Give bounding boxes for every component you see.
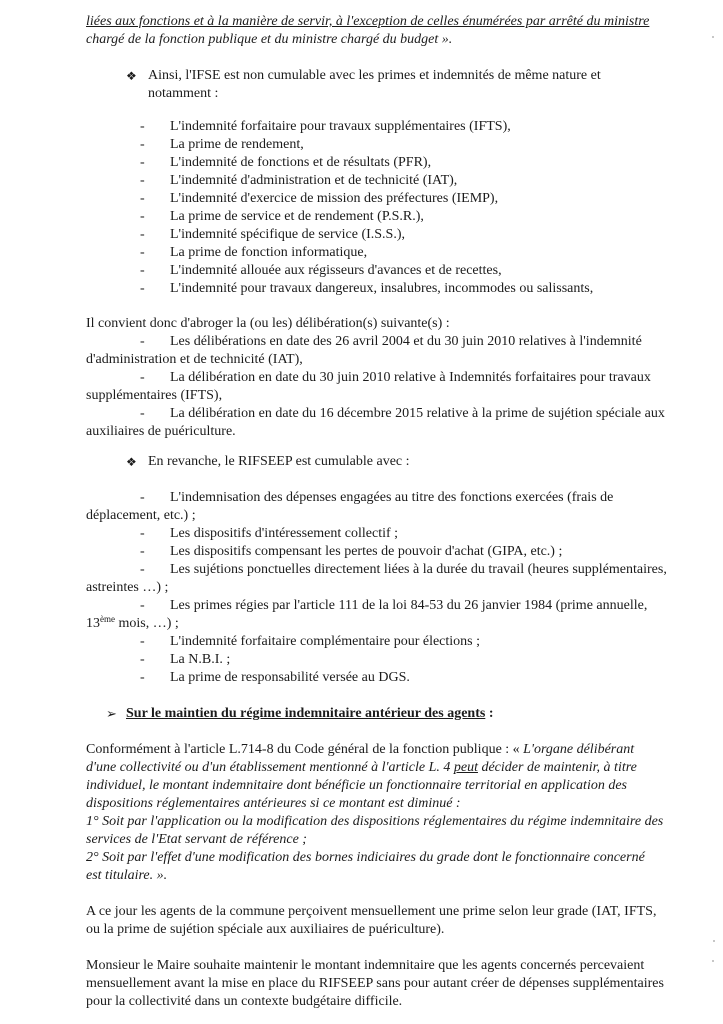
intro-line-2: chargé de la fonction publique et du ministre chargé du budget ». [86,32,453,47]
dash-bullet: - [140,281,145,296]
dash-bullet: - [140,370,145,385]
cumul-intro: En revanche, le RIFSEEP est cumulable avec : [148,454,410,469]
dash-bullet: - [140,670,145,685]
dash-bullet: - [140,137,145,152]
article-line-1-plain: Conformément à l'article L.714-8 du Code général de la fonction publique : « [86,742,524,757]
article-line-6: services de l'Etat servant de référence ; [86,832,307,847]
section-heading [126,705,494,722]
abrogation-item-3-line-1: La délibération en date du 16 décembre 2015 relative à la prime de sujétion spéciale aux [170,406,665,421]
scan-speck [712,960,714,962]
article-line-2-b: décider de maintenir, à titre [477,760,637,775]
dash-bullet: - [140,155,145,170]
list-item-text: L'indemnité forfaitaire pour travaux supplémentaires (IFTS), [170,119,511,134]
dash-bullet: - [140,544,145,559]
abrogation-item-1-line-2: d'administration et de technicité (IAT), [86,352,303,367]
article-line-2 [86,759,637,776]
diamond-bullet-icon: ❖ [126,455,137,469]
maire-line-3: pour la collectivité dans un contexte budgétaire difficile. [86,994,403,1009]
section-heading-colon: : [485,706,494,721]
cumul-item-1-line-2: déplacement, etc.) ; [86,508,196,523]
dash-bullet: - [140,119,145,134]
dash-bullet: - [140,406,145,421]
article-line-5: 1° Soit par l'application ou la modification des dispositions réglementaires du régime indemnitaire des [86,814,664,829]
non-cumul-line-1: Ainsi, l'IFSE est non cumulable avec les primes et indemnités de même nature et [148,68,601,83]
scan-speck [712,36,714,38]
dash-bullet: - [140,526,145,541]
cumul-item-5-line-2 [86,615,179,632]
cumul-item-7: La N.B.I. ; [170,652,231,667]
dash-bullet: - [140,227,145,242]
diamond-bullet-icon: ❖ [126,69,137,83]
list-item-text: L'indemnité spécifique de service (I.S.S.), [170,227,406,242]
article-line-2-a: d'une collectivité ou d'un établissement mentionné à l'article L. 4 [86,760,454,775]
dash-bullet: - [140,191,145,206]
dash-bullet: - [140,245,145,260]
list-item-text: L'indemnité d'exercice de mission des préfectures (IEMP), [170,191,499,206]
cumul-item-4-line-1: Les sujétions ponctuelles directement liées à la durée du travail (heures supplémentaires, [170,562,667,577]
list-item-text: L'indemnité pour travaux dangereux, insalubres, incommodes ou salissants, [170,281,594,296]
cumul-item-4-line-2: astreintes …) ; [86,580,169,595]
maire-line-2: mensuellement avant la mise en place du RIFSEEP sans pour autant créer de dépenses supplémentaires [86,976,664,991]
ordinal-rest: mois, …) ; [115,616,179,631]
ordinal-number: 13 [86,616,100,631]
cumul-item-1-line-1: L'indemnisation des dépenses engagées au titre des fonctions exercées (frais de [170,490,614,505]
arrow-bullet-icon: ➢ [106,706,117,721]
cumul-item-6: L'indemnité forfaitaire complémentaire pour élections ; [170,634,481,649]
abrogation-item-2-line-1: La délibération en date du 30 juin 2010 relative à Indemnités forfaitaires pour travaux [170,370,651,385]
list-item-text: La prime de fonction informatique, [170,245,368,260]
article-line-8: est titulaire. ». [86,868,168,883]
intro-line-1: liées aux fonctions et à la manière de servir, à l'exception de celles énumérées par arrêté du ministre [86,14,650,29]
abrogation-item-2-line-2: supplémentaires (IFTS), [86,388,223,403]
scan-speck [713,940,715,942]
list-item-text: La prime de service et de rendement (P.S.R.), [170,209,424,224]
ordinal-suffix: ème [100,614,115,624]
dash-bullet: - [140,490,145,505]
article-line-1-italic: L'organe délibérant [523,742,635,757]
cumul-item-3: Les dispositifs compensant les pertes de pouvoir d'achat (GIPA, etc.) ; [170,544,563,559]
section-heading-text: Sur le maintien du régime indemnitaire antérieur des agents [126,706,486,721]
article-line-4: dispositions réglementaires antérieures si ce montant est diminué : [86,796,461,811]
maire-line-1: Monsieur le Maire souhaite maintenir le montant indemnitaire que les agents concernés percevaient [86,958,645,973]
dash-bullet: - [140,173,145,188]
list-item-text: L'indemnité allouée aux régisseurs d'avances et de recettes, [170,263,502,278]
list-item-text: L'indemnité d'administration et de technicité (IAT), [170,173,458,188]
non-cumul-line-2: notamment : [148,86,219,101]
dash-bullet: - [140,263,145,278]
dash-bullet: - [140,209,145,224]
article-line-7: 2° Soit par l'effet d'une modification des bornes indiciaires du grade dont le fonctionnaire concerné [86,850,645,865]
cumul-item-8: La prime de responsabilité versée au DGS. [170,670,410,685]
cumul-item-5-line-1: Les primes régies par l'article 111 de la loi 84-53 du 26 janvier 1984 (prime annuelle, [170,598,648,613]
dash-bullet: - [140,598,145,613]
dash-bullet: - [140,652,145,667]
article-line-1 [86,741,634,758]
article-line-3: individuel, le montant indemnitaire dont bénéficie un fonctionnaire territorial en application des [86,778,627,793]
dash-bullet: - [140,562,145,577]
article-line-2-underlined: peut [453,760,478,775]
agents-line-2: ou la prime de sujétion spéciale aux auxiliaires de puériculture). [86,922,445,937]
dash-bullet: - [140,634,145,649]
dash-bullet: - [140,334,145,349]
cumul-item-2: Les dispositifs d'intéressement collectif ; [170,526,399,541]
abrogation-intro: Il convient donc d'abroger la (ou les) délibération(s) suivante(s) : [86,316,450,331]
list-item-text: La prime de rendement, [170,137,304,152]
agents-line-1: A ce jour les agents de la commune perçoivent mensuellement une prime selon leur grade (IAT, IFTS, [86,904,657,919]
abrogation-item-1-line-1: Les délibérations en date des 26 avril 2004 et du 30 juin 2010 relatives à l'indemnité [170,334,642,349]
list-item-text: L'indemnité de fonctions et de résultats (PFR), [170,155,432,170]
abrogation-item-3-line-2: auxiliaires de puériculture. [86,424,236,439]
